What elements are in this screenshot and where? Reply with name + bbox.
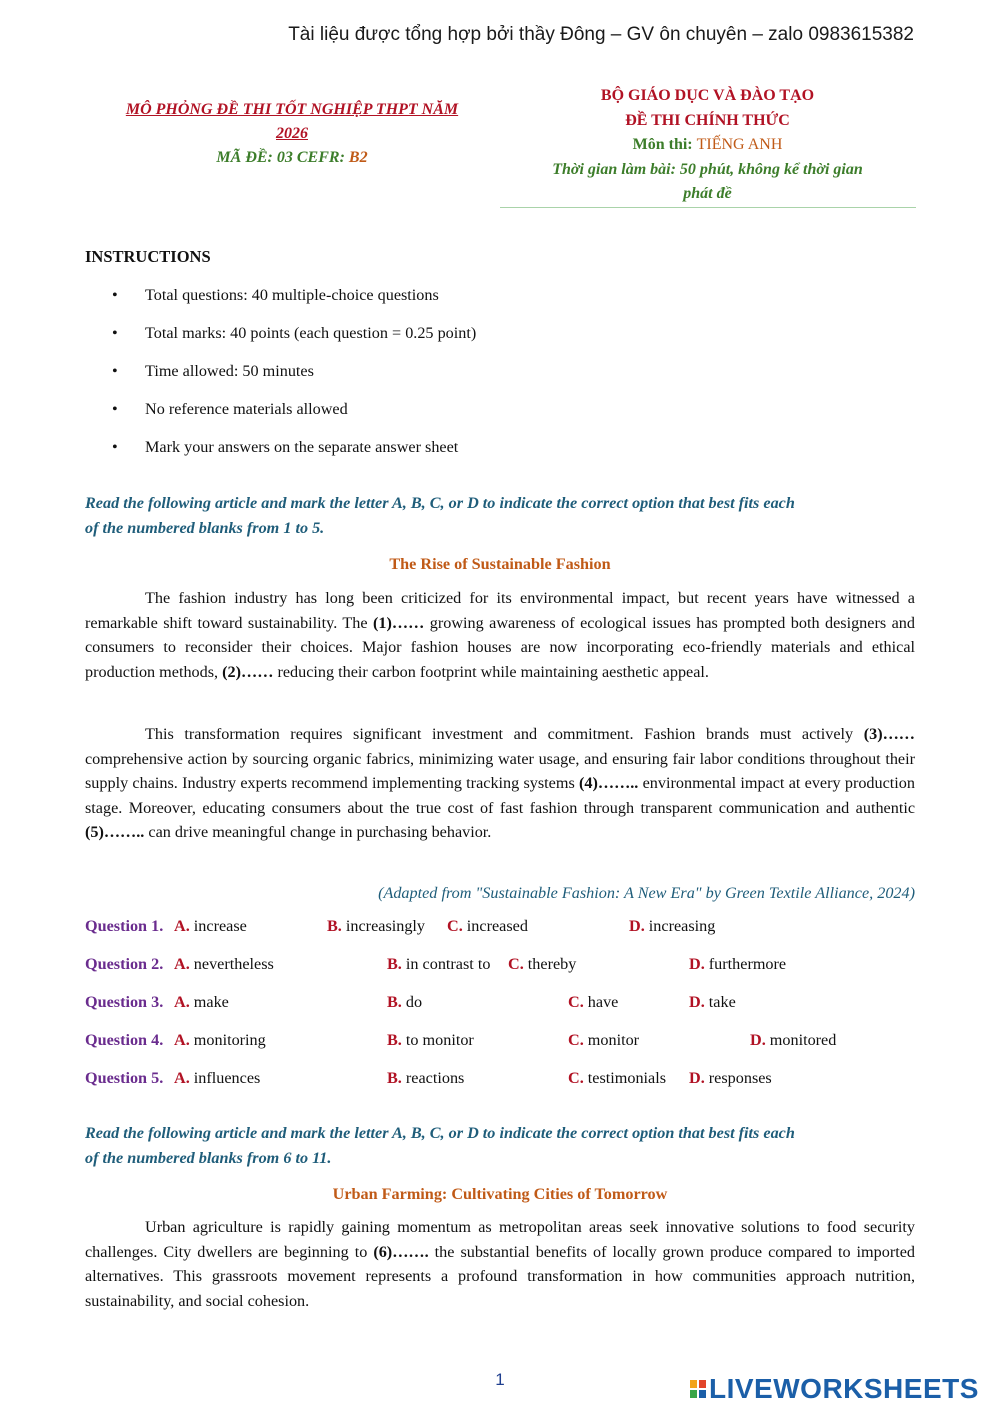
ministry-name: BỘ GIÁO DỤC VÀ ĐÀO TẠO — [600, 87, 815, 104]
instruction-item: • Mark your answers on the separate answer sheet — [112, 436, 476, 474]
bullet-icon: • — [112, 286, 118, 304]
cefr-level: B2 — [348, 149, 368, 166]
blank-1: (1)…… — [373, 613, 425, 632]
blank-3: (3)…… — [863, 725, 915, 743]
question-label: Question 3. — [85, 993, 164, 1011]
option-a[interactable]: A. make — [174, 993, 229, 1011]
subject-value: TIẾNG ANH — [696, 136, 783, 153]
option-d[interactable]: D. monitored — [750, 1031, 837, 1049]
option-a[interactable]: A. increase — [174, 917, 247, 935]
option-d[interactable]: D. increasing — [629, 917, 716, 935]
logo-square — [699, 1390, 706, 1398]
exam-code-label: MÃ ĐỀ: 03 CEFR: — [216, 149, 349, 166]
option-a[interactable]: A. influences — [174, 1069, 261, 1087]
bullet-icon: • — [112, 362, 118, 380]
article1-source: (Adapted from "Sustainable Fashion: A New Era" by Green Textile Alliance, 2024) — [378, 884, 915, 902]
instructions-list — [112, 284, 476, 474]
option-c[interactable]: C. increased — [447, 917, 528, 935]
question-label: Question 5. — [85, 1069, 164, 1087]
subject-label: Môn thi: — [632, 136, 697, 153]
option-c[interactable]: C. have — [568, 993, 619, 1011]
article2-paragraph1: Urban agriculture is rapidly gaining momentum as metropolitan areas seek innovative solutions to food security challenges. City dwellers are beginning to (6)……. the substantial benefits of locally grown produce compared to imported alternatives. This grassroots movement represents a profound transformation in how communities approach nutrition, sustainability, and social cohesion. — [85, 1218, 915, 1310]
article1-title: The Rise of Sustainable Fashion — [389, 555, 611, 573]
instruction-item: • Total marks: 40 points (each question = 0.25 point) — [112, 322, 476, 360]
question-row-1 — [85, 914, 915, 938]
time-allowed-line2: phát đề — [683, 185, 732, 202]
bullet-icon: • — [112, 400, 118, 418]
question-label: Question 1. — [85, 917, 164, 935]
question-label: Question 4. — [85, 1031, 164, 1049]
option-c[interactable]: C. monitor — [568, 1031, 640, 1049]
bullet-icon: • — [112, 324, 118, 342]
blank-4: (4)…….. — [579, 774, 639, 793]
logo-square — [699, 1380, 706, 1388]
liveworksheets-logo[interactable] — [690, 1373, 979, 1405]
section2-direction: Read the following article and mark the letter A, B, C, or D to indicate the correct option that best fits each of the numbered blanks from 6 to 11. — [85, 1124, 795, 1167]
section1-direction: Read the following article and mark the letter A, B, C, or D to indicate the correct option that best fits each of the numbered blanks from 1 to 5. — [85, 494, 795, 537]
exam-subject — [500, 133, 915, 158]
question-row-4 — [85, 1028, 915, 1052]
liveworksheets-logo-icon — [690, 1380, 706, 1398]
article1-paragraph2: This transformation requires significant investment and commitment. Fashion brands must actively (3)…… comprehensive action by sourcing organic fabrics, minimizing water usage, and ensuring fair labor conditions throughout their supply chains. Industry experts recommend implementing tracking systems (4)…….. environmental impact at every production stage. Moreover, educating consumers about the true cost of fast fashion through transparent communication and authentic (5)…….. can drive meaningful change in purchasing behavior. — [85, 725, 915, 842]
question-row-3 — [85, 990, 915, 1014]
exam-simulation-title: MÔ PHỎNG ĐỀ THI TỐT NGHIỆP THPT NĂM — [125, 101, 459, 118]
logo-square — [690, 1390, 697, 1398]
exam-simulation-year: 2026 — [276, 125, 308, 142]
option-b[interactable]: B. to monitor — [387, 1031, 474, 1049]
official-exam-label: ĐỀ THI CHÍNH THỨC — [625, 111, 790, 129]
liveworksheets-logo-text: LIVEWORKSHEETS — [709, 1373, 979, 1404]
instruction-item: • No reference materials allowed — [112, 398, 476, 436]
option-b[interactable]: B. in contrast to — [387, 955, 491, 973]
option-c[interactable]: C. thereby — [508, 955, 577, 973]
option-d[interactable]: D. responses — [689, 1069, 772, 1087]
option-b[interactable]: B. increasingly — [327, 917, 426, 935]
question-row-5 — [85, 1066, 915, 1090]
instruction-item: • Time allowed: 50 minutes — [112, 360, 476, 398]
option-b[interactable]: B. do — [387, 993, 423, 1011]
exam-code — [92, 146, 492, 170]
option-b[interactable]: B. reactions — [387, 1069, 465, 1087]
blank-2: (2)…… — [222, 662, 274, 681]
ministry-block — [500, 84, 915, 207]
document-header-note: Tài liệu được tổng hợp bởi thầy Đông – GV ôn chuyên – zalo 0983615382 — [288, 24, 914, 45]
option-d[interactable]: D. take — [689, 993, 736, 1011]
article2-title: Urban Farming: Cultivating Cities of Tomorrow — [332, 1185, 668, 1203]
instruction-item: • Total questions: 40 multiple-choice questions — [112, 284, 476, 322]
option-a[interactable]: A. nevertheless — [174, 955, 274, 973]
time-allowed-line1: Thời gian làm bài: 50 phút, không kể thời gian — [552, 160, 863, 178]
page-number: 1 — [495, 1370, 505, 1389]
blank-6: (6)……. — [373, 1242, 429, 1261]
option-d[interactable]: D. furthermore — [689, 955, 787, 973]
option-c[interactable]: C. testimonials — [568, 1069, 667, 1087]
question-label: Question 2. — [85, 955, 164, 973]
exam-simulation-block — [92, 98, 492, 170]
instructions-title: INSTRUCTIONS — [85, 247, 211, 266]
header-divider — [500, 207, 916, 208]
article1-paragraph1: The fashion industry has long been criticized for its environmental impact, but recent years have witnessed a remarkable shift toward sustainability. The (1)…… growing awareness of ecological issues has prompted both designers and consumers to reconsider their choices. Major fashion houses are now incorporating eco-friendly materials and ethical production methods, (2)…… reducing their carbon footprint while maintaining aesthetic appeal. — [85, 589, 915, 681]
option-a[interactable]: A. monitoring — [174, 1031, 266, 1049]
logo-square — [690, 1380, 697, 1388]
question-row-2 — [85, 952, 915, 976]
bullet-icon: • — [112, 438, 118, 456]
blank-5: (5)…….. — [85, 823, 145, 842]
